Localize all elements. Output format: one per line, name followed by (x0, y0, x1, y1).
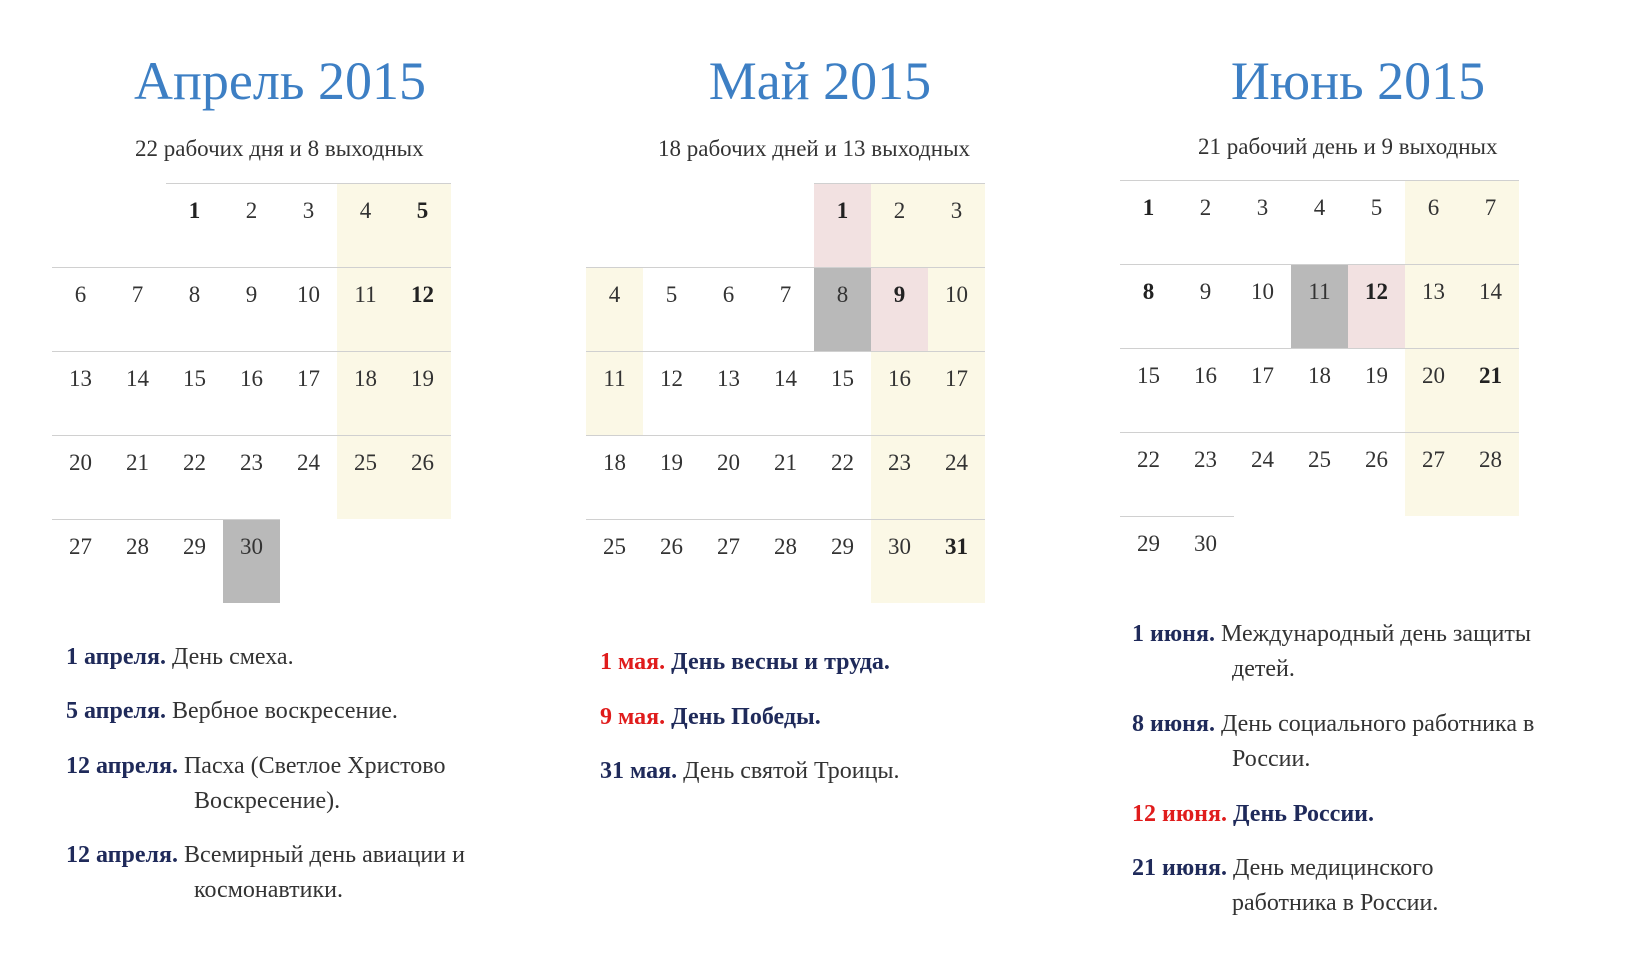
day-cell: 7 (109, 267, 166, 351)
day-cell: 28 (109, 519, 166, 603)
day-cell: 1 (814, 183, 871, 267)
day-cell: 29 (1120, 516, 1177, 600)
holiday-date: 12 апреля. (66, 842, 178, 868)
holiday-date: 12 апреля. (66, 753, 178, 779)
day-cell: 30 (871, 519, 928, 603)
day-cell: 10 (280, 267, 337, 351)
day-cell: 7 (757, 267, 814, 351)
day-cell: 19 (1348, 348, 1405, 432)
month-title: Июнь 2015 (1230, 51, 1486, 111)
month-subtitle: 22 рабочих дня и 8 выходных (135, 136, 424, 161)
day-cell: 22 (166, 435, 223, 519)
holiday-date: 1 мая. (600, 649, 666, 675)
day-cell: 20 (1405, 348, 1462, 432)
day-cell: 15 (814, 351, 871, 435)
day-cell: 21 (109, 435, 166, 519)
day-cell: 9 (1177, 264, 1234, 348)
day-cell: 18 (586, 435, 643, 519)
day-cell: 8 (166, 267, 223, 351)
day-cell: 25 (586, 519, 643, 603)
day-cell: 17 (928, 351, 985, 435)
day-cell: 6 (700, 267, 757, 351)
day-cell: 26 (1348, 432, 1405, 516)
day-cell: 16 (223, 351, 280, 435)
day-cell: 16 (1177, 348, 1234, 432)
holiday-note (1132, 707, 1612, 777)
day-cell: 8 (814, 267, 871, 351)
day-cell: 29 (814, 519, 871, 603)
day-cell: 1 (1120, 180, 1177, 264)
holiday-note (600, 645, 1080, 680)
holiday-description-continued: работника в России. (1232, 890, 1439, 916)
day-cell: 11 (586, 351, 643, 435)
day-cell: 8 (1120, 264, 1177, 348)
day-cell: 23 (223, 435, 280, 519)
holiday-date: 9 мая. (600, 704, 666, 730)
day-cell: 12 (1348, 264, 1405, 348)
holiday-note (66, 838, 546, 908)
day-cell: 6 (1405, 180, 1462, 264)
holiday-date: 21 июня. (1132, 855, 1227, 881)
day-cell: 18 (1291, 348, 1348, 432)
holiday-date: 12 июня. (1132, 801, 1227, 827)
holiday-note (66, 749, 546, 819)
day-cell: 13 (1405, 264, 1462, 348)
day-cell: 11 (1291, 264, 1348, 348)
day-cell: 20 (52, 435, 109, 519)
month-title: Май 2015 (708, 51, 932, 111)
day-cell: 3 (1234, 180, 1291, 264)
day-cell: 2 (1177, 180, 1234, 264)
day-cell: 12 (643, 351, 700, 435)
holiday-date: 8 июня. (1132, 711, 1215, 737)
day-cell: 17 (1234, 348, 1291, 432)
holiday-description: День медицинского (1232, 855, 1434, 881)
day-cell: 17 (280, 351, 337, 435)
day-cell: 4 (586, 267, 643, 351)
day-cell: 20 (700, 435, 757, 519)
day-cell: 1 (166, 183, 223, 267)
month-subtitle: 18 рабочих дней и 13 выходных (658, 136, 971, 161)
day-cell: 13 (52, 351, 109, 435)
holiday-note (600, 700, 1080, 735)
day-cell: 23 (871, 435, 928, 519)
holiday-description: День святой Троицы. (683, 758, 900, 784)
day-cell: 22 (1120, 432, 1177, 516)
holiday-description: День социального работника в (1220, 711, 1535, 737)
month-subtitle: 21 рабочий день и 9 выходных (1198, 134, 1498, 159)
day-cell: 14 (109, 351, 166, 435)
day-cell: 24 (280, 435, 337, 519)
day-cell: 14 (1462, 264, 1519, 348)
day-cell: 28 (757, 519, 814, 603)
day-cell: 15 (1120, 348, 1177, 432)
day-cell: 23 (1177, 432, 1234, 516)
day-cell: 25 (1291, 432, 1348, 516)
day-cell: 13 (700, 351, 757, 435)
holiday-description: Пасха (Светлое Христово (183, 753, 446, 779)
day-cell: 7 (1462, 180, 1519, 264)
day-cell: 2 (223, 183, 280, 267)
holiday-date: 5 апреля. (66, 698, 166, 724)
holiday-description-continued: детей. (1232, 656, 1295, 682)
day-cell: 10 (1234, 264, 1291, 348)
holiday-description: День России. (1232, 801, 1374, 827)
day-cell: 9 (223, 267, 280, 351)
day-cell: 19 (643, 435, 700, 519)
day-cell: 18 (337, 351, 394, 435)
holiday-description: День Победы. (671, 704, 821, 730)
day-cell: 15 (166, 351, 223, 435)
day-cell: 25 (337, 435, 394, 519)
day-cell: 14 (757, 351, 814, 435)
day-cell: 3 (280, 183, 337, 267)
holiday-description-continued: космонавтики. (194, 877, 343, 903)
day-cell: 4 (337, 183, 394, 267)
day-cell: 26 (394, 435, 451, 519)
day-cell: 26 (643, 519, 700, 603)
day-cell: 27 (1405, 432, 1462, 516)
holiday-description-continued: Воскресение). (194, 788, 341, 814)
day-cell: 9 (871, 267, 928, 351)
day-cell: 6 (52, 267, 109, 351)
day-cell: 5 (643, 267, 700, 351)
day-cell: 16 (871, 351, 928, 435)
day-cell: 3 (928, 183, 985, 267)
holiday-note (66, 640, 546, 675)
holiday-description: День смеха. (171, 644, 294, 670)
day-cell: 5 (1348, 180, 1405, 264)
holiday-description-continued: России. (1232, 746, 1311, 772)
holiday-note (1132, 797, 1612, 832)
month-title: Апрель 2015 (134, 51, 426, 111)
day-cell: 27 (700, 519, 757, 603)
day-cell: 27 (52, 519, 109, 603)
day-cell: 10 (928, 267, 985, 351)
holiday-date: 1 июня. (1132, 621, 1215, 647)
day-cell: 21 (757, 435, 814, 519)
holiday-description: Вербное воскресение. (171, 698, 398, 724)
day-cell: 4 (1291, 180, 1348, 264)
day-cell: 30 (223, 519, 280, 603)
holiday-date: 1 апреля. (66, 644, 166, 670)
day-cell: 5 (394, 183, 451, 267)
day-cell: 21 (1462, 348, 1519, 432)
holiday-note (1132, 851, 1612, 921)
day-cell: 24 (928, 435, 985, 519)
holiday-description: Всемирный день авиации и (183, 842, 465, 868)
holiday-description: День весны и труда. (671, 649, 890, 675)
day-cell: 19 (394, 351, 451, 435)
day-cell: 11 (337, 267, 394, 351)
day-cell: 2 (871, 183, 928, 267)
day-cell: 24 (1234, 432, 1291, 516)
holiday-note (1132, 617, 1612, 687)
holiday-date: 31 мая. (600, 758, 678, 784)
holiday-note (66, 694, 546, 729)
day-cell: 28 (1462, 432, 1519, 516)
day-cell: 31 (928, 519, 985, 603)
holiday-description: Международный день защиты (1220, 621, 1532, 647)
day-cell: 30 (1177, 516, 1234, 600)
day-cell: 22 (814, 435, 871, 519)
day-cell: 29 (166, 519, 223, 603)
holiday-note (600, 754, 1080, 789)
day-cell: 12 (394, 267, 451, 351)
